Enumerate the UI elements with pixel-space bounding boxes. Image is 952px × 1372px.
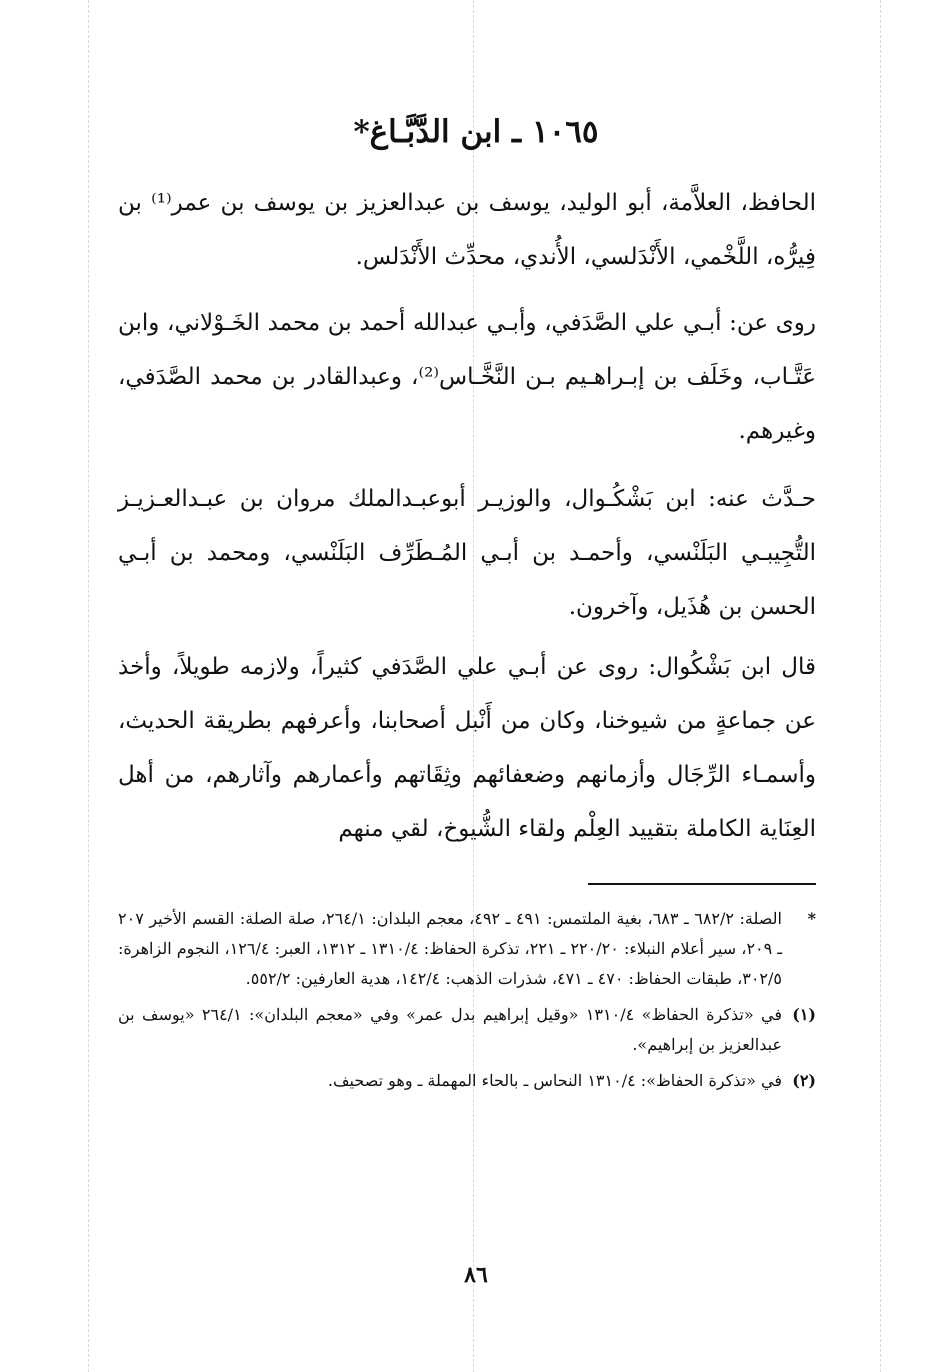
- footnotes: [118, 904, 816, 1096]
- paragraph-text: قال ابن بَشْكُوال: روى عن أبـي علي الصَّدَفي كثيراً، ولازمه طويلاً، وأخذ عن جماعةٍ من شيوخنا، وكان من أَنْبل أصحابنا، وأعرفهم بطريقة الحديث، وأسمـاء الرِّجَال وأزمانهم وضعفائهم وثِقَاتهم وأعمارهم وآثارهم، من أهل العِنَاية الكاملة بتقييد العِلْم ولقاء الشُّيوخ، لقي منهم: [118, 654, 816, 842]
- footnote-text: في «تذكرة الحفاظ» ١٣١٠/٤ «وقيل إبراهيم بدل عمر» وفي «معجم البلدان»: ٢٦٤/١ «يوسف بن عبدالعزيز بن إبراهيم».: [118, 1005, 783, 1054]
- footnote-marker: (١): [792, 1005, 816, 1024]
- footnote-marker: *: [807, 909, 816, 928]
- footnote-text: في «تذكرة الحفاظ»: ١٣١٠/٤ النحاس ـ بالحاء المهملة ـ وهو تصحيف.: [327, 1071, 782, 1090]
- paragraph-ibn-bashkuwal: [118, 640, 816, 856]
- page-number: ٨٦: [464, 1262, 488, 1288]
- scan-guide-line: [88, 0, 89, 1372]
- footnote-sources: [118, 904, 816, 994]
- paragraph-text: حـدَّث عنه: ابن بَشْكُـوال، والوزيـر أبوعبـدالملك مروان بن عبـدالعـزيـز التُّجِيبـي البَلَنْسي، وأحمـد بن أبـي المُـطَرِّف البَلَنْسي، ومحمد بن أبـي الحسن بن هُذَيل، وآخرون.: [118, 486, 816, 620]
- footnote-marker: (٢): [792, 1071, 816, 1090]
- paragraph-text: روى عن: أبـي علي الصَّدَفي، وأبـي عبدالله أحمد بن محمد الخَـوْلاني، وابن عَتَّـاب، وخَلَف بن إبـراهـيم بـن النَّخَّـاس⁽²⁾، وعبدالقادر بن محمد الصَّدَفي، وغيرهم.: [118, 310, 816, 444]
- entry-title: ١٠٦٥ ـ ابن الدَّبَّـاغ*: [353, 114, 599, 150]
- paragraph-narrated-from: [118, 296, 816, 458]
- paragraph-intro: [118, 176, 816, 284]
- footnote-text: الصلة: ٦٨٢/٢ ـ ٦٨٣، بغية الملتمس: ٤٩١ ـ ٤٩٢، معجم البلدان: ٢٦٤/١، صلة الصلة: القسم الأخير ٢٠٧ ـ ٢٠٩، سير أعلام النبلاء: ٢٢٠/٢٠ ـ ٢٢١، تذكرة الحفاظ: ١٣١٠/٤ ـ ١٣١٢، العبر: ١٢٦/٤، النجوم الزاهرة: ٣٠٢/٥، طبقات الحفاظ: ٤٧٠ ـ ٤٧١، شذرات الذهب: ١٤٢/٤، هدية العارفين: ٥٥٢/٢.: [118, 909, 783, 988]
- paragraph-text: الحافظ، العلاَّمة، أبو الوليد، يوسف بن عبدالعزيز بن يوسف بن عمر⁽¹⁾ بن فِيرُّه، اللَّخْمي، الأَنْدَلسي، الأُندي، محدِّث الأَنْدَلس.: [118, 190, 816, 270]
- scan-guide-line: [880, 0, 881, 1372]
- footnote-1: [118, 1000, 816, 1060]
- paragraph-narrated-by: [118, 472, 816, 634]
- footnote-2: [118, 1066, 816, 1096]
- footnote-divider: [588, 883, 816, 885]
